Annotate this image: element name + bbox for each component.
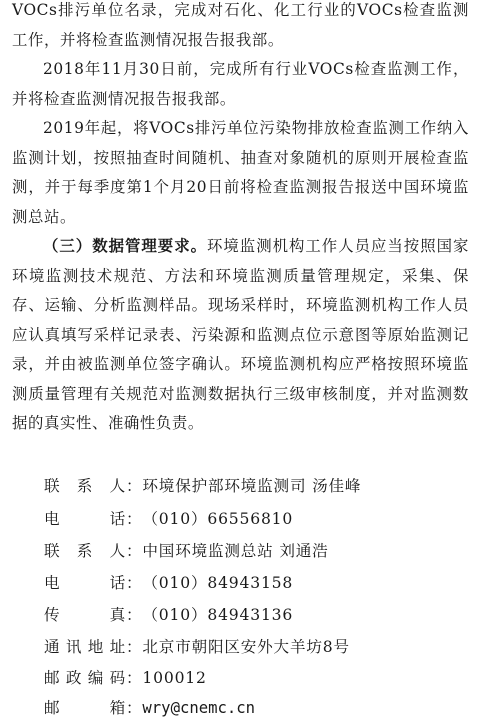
contact-label: 联系人 <box>44 542 126 560</box>
contact-row-fax: 传真：（010）84943136 <box>44 603 293 625</box>
contact-value: （010）66556810 <box>142 510 294 528</box>
contact-row-postcode: 邮政编码：100012 <box>44 666 207 688</box>
contact-value: 中国环境监测总站 刘通浩 <box>142 542 329 560</box>
contact-value: 北京市朝阳区安外大羊坊8号 <box>142 638 350 656</box>
contact-label: 电话 <box>44 510 126 528</box>
contact-value: （010）84943136 <box>142 606 294 624</box>
contact-value: （010）84943158 <box>142 574 294 592</box>
contact-label: 邮箱 <box>44 699 126 717</box>
contact-value: 环境保护部环境监测司 汤佳峰 <box>142 477 362 495</box>
contact-row-station-phone: 电话：（010）84943158 <box>44 571 293 593</box>
contact-row-station: 联系人：中国环境监测总站 刘通浩 <box>44 539 329 561</box>
contact-row-address: 通讯地址：北京市朝阳区安外大羊坊8号 <box>44 635 350 657</box>
paragraph-plan-2019: 2019年起，将VOCs排污单位污染物排放检查监测工作纳入监测计划，按照抽查时间随机、抽查对象随机的原则开展检查监测，并于每季度第1个月20日前将检查监测报告报送中国环境监测总站。 <box>12 119 469 226</box>
contact-row-ministry: 联系人：环境保护部环境监测司 汤佳峰 <box>44 474 361 496</box>
paragraph-data-management <box>0 232 481 439</box>
contact-row-email: 邮箱：wry@cnemc.cn <box>44 696 255 718</box>
paragraph-deadline-2018: 2018年11月30日前，完成所有行业VOCs检查监测工作，并将检查监测情况报告报我部。 <box>12 60 469 108</box>
section-heading: （三）数据管理要求。 <box>43 237 207 255</box>
contact-label: 传真 <box>44 606 126 624</box>
contact-row-ministry-phone: 电话：（010）66556810 <box>44 507 293 529</box>
contact-label: 联系人 <box>44 477 126 495</box>
paragraph-vocs-list: VOCs排污单位名录，完成对石化、化工行业的VOCs检查监测工作，并将检查监测情况报告报我部。 <box>12 1 469 49</box>
contact-label: 电话 <box>44 574 126 592</box>
contact-label: 邮政编码 <box>44 669 126 687</box>
contact-label: 通讯地址 <box>44 638 126 656</box>
contact-value: 100012 <box>142 669 207 687</box>
section-body: 环境监测机构工作人员应当按照国家环境监测技术规范、方法和环境监测质量管理规定，采集、保存、运输、分析监测样品。现场采样时，环境监测机构工作人员应认真填写采样记录表、污染源和监测点位示意图等原始监测记录，并由被监测单位签字确认。环境监测机构应严格按照环境监测质量管理有关规范对监测数据执行三级审核制度，并对监测数据的真实性、准确性负责。 <box>12 237 469 432</box>
email-address: wry@cnemc.cn <box>142 699 256 717</box>
